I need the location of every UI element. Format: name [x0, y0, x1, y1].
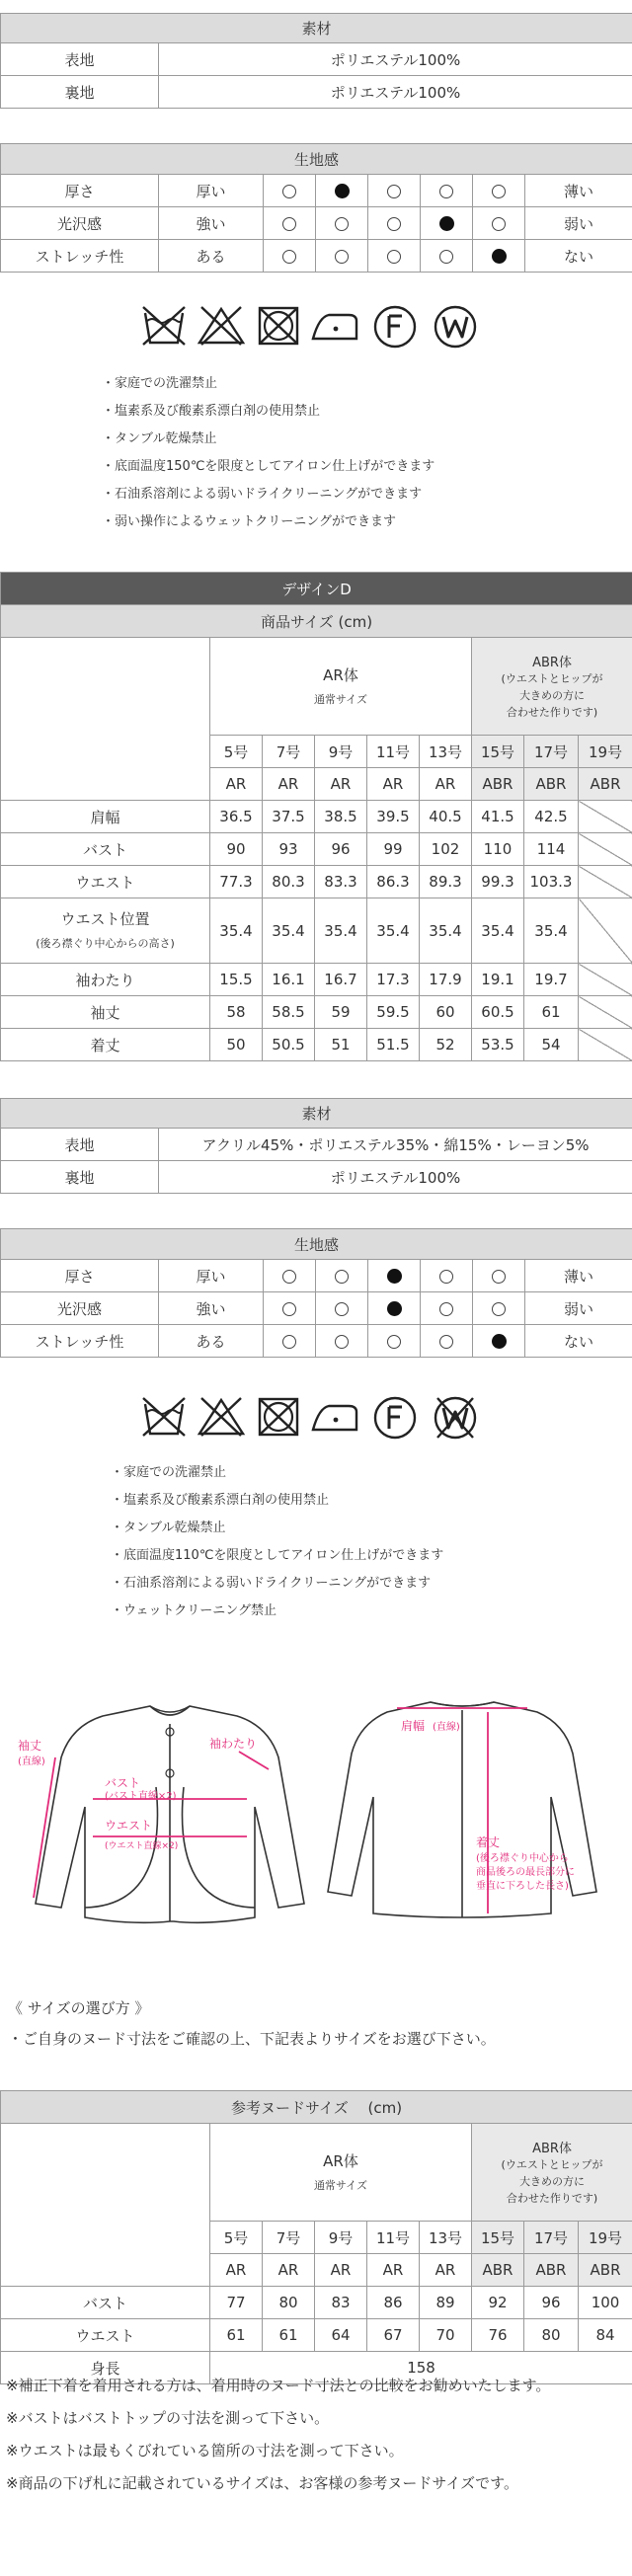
size-label: 11号 — [367, 736, 420, 768]
body-type-label: AR — [367, 2254, 420, 2287]
row-label — [1, 2319, 210, 2352]
row-label — [1, 898, 210, 964]
ar-group-header: AR体 通常サイズ — [210, 638, 472, 736]
empty-circle-icon — [439, 250, 453, 264]
rating-dot — [473, 175, 525, 207]
table-cell: 53.5 — [472, 1029, 524, 1061]
no-wet-clean-icon — [432, 1394, 479, 1442]
product-size-table — [0, 572, 632, 1061]
table-cell: 86 — [367, 2287, 420, 2319]
care-text-1 — [102, 370, 434, 536]
feel-left: 厚い — [159, 1260, 264, 1292]
no-machine-wash-icon — [141, 305, 187, 347]
feel-label: 厚さ — [1, 175, 159, 207]
table-cell: 80 — [263, 2287, 315, 2319]
care-text-line: ・タンブル乾燥禁止 — [102, 431, 217, 446]
rating-dot — [473, 1260, 525, 1292]
empty-circle-icon — [282, 1335, 296, 1349]
rating-dot — [421, 240, 473, 273]
nude-ar-header: AR体 通常サイズ — [210, 2124, 472, 2222]
feel-right: 薄い — [525, 1260, 632, 1292]
note-line: ※ウエストは最もくびれている箇所の寸法を測って下さい。 — [6, 2442, 404, 2459]
table-cell: 58 — [210, 996, 263, 1029]
rating-dot — [264, 1292, 316, 1325]
rating-dot-selected — [421, 207, 473, 240]
table-cell: 93 — [263, 833, 315, 866]
row-label-text: ウエスト位置 — [60, 910, 150, 929]
body-type-label: ABR — [472, 2254, 524, 2287]
table-cell: 96 — [315, 833, 367, 866]
body-type-label: AR — [210, 2254, 263, 2287]
label-sleeve-length-sub: (直線) — [18, 1756, 45, 1767]
nude-corner — [1, 2124, 210, 2287]
table-cell: 16.7 — [315, 964, 367, 996]
table-cell: 103.3 — [524, 866, 579, 898]
table-cell: 64 — [315, 2319, 367, 2352]
size-label: 17号 — [524, 2222, 579, 2254]
feel-table-2 — [0, 1228, 632, 1358]
table-cell: 19.1 — [472, 964, 524, 996]
empty-circle-icon — [492, 1270, 506, 1284]
table-cell: 54 — [524, 1029, 579, 1061]
no-machine-wash-icon — [141, 1396, 187, 1438]
feel-label: 光沢感 — [1, 207, 159, 240]
rating-dot — [421, 1260, 473, 1292]
size-label: 15号 — [472, 2222, 524, 2254]
notes — [6, 2370, 550, 2500]
row-label-text: ウエスト — [75, 2326, 135, 2345]
feel-title: 生地感 — [1, 1229, 632, 1260]
table-cell: 36.5 — [210, 801, 263, 833]
table-cell: 35.4 — [263, 898, 315, 964]
filled-circle-icon — [387, 1301, 402, 1316]
table-cell — [579, 801, 632, 833]
nude-table-title: 参考ヌードサイズ (cm) — [1, 2091, 632, 2124]
note-line: ※バストはバストトップの寸法を測って下さい。 — [6, 2409, 330, 2427]
size-label: 15号 — [472, 736, 524, 768]
material-label: 表地 — [1, 1129, 159, 1161]
care-text-line: ・底面温度110℃を限度としてアイロン仕上げができます — [111, 1548, 444, 1563]
empty-circle-icon — [492, 217, 506, 231]
label-sleeve-width: 袖わたり — [209, 1737, 258, 1751]
empty-circle-icon — [282, 217, 296, 231]
table-cell: 50.5 — [263, 1029, 315, 1061]
body-type-label: AR — [263, 2254, 315, 2287]
table-row — [1, 964, 632, 996]
table-cell: 50 — [210, 1029, 263, 1061]
table-cell — [579, 964, 632, 996]
feel-label: ストレッチ性 — [1, 1325, 159, 1358]
material-table-2 — [0, 1098, 632, 1194]
table-cell: 60 — [420, 996, 472, 1029]
care-text-line: ・底面温度150℃を限度としてアイロン仕上げができます — [102, 459, 435, 474]
abr-group-header: ABR体 (ウエストとヒップが 大きめの方に 合わせた作りです) — [472, 638, 632, 736]
rating-dot-selected — [473, 1325, 525, 1358]
row-label-text: 袖わたり — [75, 971, 135, 989]
size-label: 13号 — [420, 736, 472, 768]
label-sleeve-length: 袖丈 — [18, 1739, 42, 1753]
size-corner — [1, 638, 210, 801]
body-type-label: AR — [315, 2254, 367, 2287]
feel-left: ある — [159, 240, 264, 273]
size-label: 9号 — [315, 2222, 367, 2254]
care-text-line: ・弱い操作によるウェットクリーニングができます — [102, 514, 396, 529]
filled-circle-icon — [492, 249, 507, 264]
feel-right: ない — [525, 1325, 632, 1358]
nude-abr-header: ABR体 (ウエストとヒップが 大きめの方に 合わせた作りです) — [472, 2124, 632, 2222]
care-text-line: ・石油系溶剤による弱いドライクリーニングができます — [111, 1576, 432, 1591]
table-cell — [579, 866, 632, 898]
empty-circle-icon — [335, 1302, 349, 1316]
table-cell: 35.4 — [472, 898, 524, 964]
body-type-label: AR — [263, 768, 315, 801]
label-waist: ウエスト — [105, 1819, 153, 1833]
row-label-text: バスト — [82, 2294, 127, 2312]
empty-circle-icon — [335, 250, 349, 264]
size-guide-text: ・ご自身のヌード寸法をご確認の上、下記表よりサイズをお選び下さい。 — [8, 2030, 496, 2048]
design-title: デザインD — [1, 573, 632, 605]
row-label — [1, 833, 210, 866]
feel-right: ない — [525, 240, 632, 273]
label-waist-sub: (ウエスト直線×2) — [105, 1841, 179, 1851]
size-label: 11号 — [367, 2222, 420, 2254]
row-label-text: 袖丈 — [90, 1003, 120, 1022]
no-tumble-dry-icon — [257, 1396, 300, 1438]
table-cell: 86.3 — [367, 866, 420, 898]
table-cell — [579, 898, 632, 964]
empty-circle-icon — [387, 1335, 401, 1349]
rating-dot — [421, 1325, 473, 1358]
rating-dot — [368, 1325, 421, 1358]
size-label: 9号 — [315, 736, 367, 768]
size-label: 19号 — [579, 2222, 632, 2254]
table-cell: 35.4 — [524, 898, 579, 964]
filled-circle-icon — [439, 216, 454, 231]
table-cell: 52 — [420, 1029, 472, 1061]
rating-dot — [264, 175, 316, 207]
no-bleach-icon — [197, 1396, 246, 1438]
table-cell: 102 — [420, 833, 472, 866]
care-icons-2 — [141, 1390, 497, 1449]
table-row — [1, 1029, 632, 1061]
size-label: 5号 — [210, 736, 263, 768]
rating-dot — [316, 207, 368, 240]
feel-left: ある — [159, 1325, 264, 1358]
body-type-label: AR — [315, 768, 367, 801]
empty-circle-icon — [439, 185, 453, 198]
feel-right: 弱い — [525, 207, 632, 240]
feel-label: ストレッチ性 — [1, 240, 159, 273]
rating-dot — [421, 1292, 473, 1325]
no-bleach-icon — [197, 305, 246, 347]
table-cell: 60.5 — [472, 996, 524, 1029]
material-label: 裏地 — [1, 1161, 159, 1194]
row-label-text: バスト — [82, 840, 127, 859]
filled-circle-icon — [387, 1269, 402, 1284]
table-cell: 76 — [472, 2319, 524, 2352]
material-title: 素材 — [1, 1099, 632, 1129]
material-value: ポリエステル100% — [159, 43, 632, 76]
table-cell: 40.5 — [420, 801, 472, 833]
table-cell: 80 — [524, 2319, 579, 2352]
dry-clean-f-icon — [371, 303, 419, 351]
size-table-title: 商品サイズ (cm) — [1, 605, 632, 638]
filled-circle-icon — [492, 1334, 507, 1349]
table-row — [1, 898, 632, 964]
empty-circle-icon — [439, 1335, 453, 1349]
rating-dot — [316, 1260, 368, 1292]
table-cell: 80.3 — [263, 866, 315, 898]
row-label — [1, 1029, 210, 1061]
row-label — [1, 996, 210, 1029]
table-cell: 35.4 — [367, 898, 420, 964]
table-cell: 110 — [472, 833, 524, 866]
feel-label: 光沢感 — [1, 1292, 159, 1325]
table-cell: 42.5 — [524, 801, 579, 833]
table-cell: 35.4 — [420, 898, 472, 964]
rating-dot — [264, 207, 316, 240]
table-cell: 58.5 — [263, 996, 315, 1029]
nude-size-table — [0, 2090, 632, 2384]
table-cell — [579, 996, 632, 1029]
material-value: アクリル45%・ポリエステル35%・綿15%・レーヨン5% — [159, 1129, 632, 1161]
care-text-line: ・塩素系及び酸素系漂白剤の使用禁止 — [111, 1493, 330, 1508]
row-label-text: 着丈 — [90, 1036, 120, 1054]
care-text-line: ・石油系溶剤による弱いドライクリーニングができます — [102, 487, 423, 502]
rating-dot — [368, 240, 421, 273]
body-type-label: ABR — [579, 2254, 632, 2287]
empty-circle-icon — [282, 250, 296, 264]
table-cell: 35.4 — [315, 898, 367, 964]
no-tumble-dry-icon — [257, 305, 300, 347]
empty-circle-icon — [282, 1302, 296, 1316]
table-row — [1, 996, 632, 1029]
care-icons-1 — [141, 299, 497, 358]
label-bust: バスト — [105, 1776, 141, 1790]
note-line: ※補正下着を着用される方は、着用時のヌード寸法との比較をお勧めいたします。 — [6, 2377, 551, 2394]
rating-dot — [264, 1260, 316, 1292]
table-cell — [579, 833, 632, 866]
label-length-sub: 垂直に下ろした長さ) — [476, 1881, 569, 1892]
table-cell: 16.1 — [263, 964, 315, 996]
table-cell: 51 — [315, 1029, 367, 1061]
size-guide-title: 《 サイズの選び方 》 — [8, 1999, 150, 2017]
rating-dot — [316, 240, 368, 273]
feel-title: 生地感 — [1, 144, 632, 175]
measurement-diagram — [10, 1688, 622, 1945]
row-label — [1, 866, 210, 898]
feel-right: 弱い — [525, 1292, 632, 1325]
empty-circle-icon — [439, 1302, 453, 1316]
size-label: 7号 — [263, 736, 315, 768]
table-cell: 114 — [524, 833, 579, 866]
body-type-label: AR — [367, 768, 420, 801]
table-row — [1, 2319, 632, 2352]
table-cell: 19.7 — [524, 964, 579, 996]
size-label: 17号 — [524, 736, 579, 768]
height-label: 身長 — [1, 2352, 210, 2384]
rating-dot-selected — [473, 240, 525, 273]
size-label: 7号 — [263, 2222, 315, 2254]
table-cell: 77 — [210, 2287, 263, 2319]
rating-dot — [264, 240, 316, 273]
label-shoulder: 肩幅 — [401, 1719, 426, 1733]
material-title: 素材 — [1, 14, 632, 43]
iron-low-icon — [309, 309, 360, 343]
rating-dot-selected — [368, 1260, 421, 1292]
body-type-label: ABR — [472, 768, 524, 801]
empty-circle-icon — [439, 1270, 453, 1284]
feel-left: 強い — [159, 1292, 264, 1325]
care-text-line: ・塩素系及び酸素系漂白剤の使用禁止 — [102, 404, 321, 419]
table-cell: 77.3 — [210, 866, 263, 898]
table-cell: 96 — [524, 2287, 579, 2319]
rating-dot-selected — [316, 175, 368, 207]
table-row — [1, 2287, 632, 2319]
rating-dot — [421, 175, 473, 207]
body-type-label: AR — [210, 768, 263, 801]
table-cell: 70 — [420, 2319, 472, 2352]
rating-dot — [473, 207, 525, 240]
table-cell: 59.5 — [367, 996, 420, 1029]
dry-clean-f-icon — [371, 1394, 419, 1442]
body-type-label: ABR — [579, 768, 632, 801]
material-value: ポリエステル100% — [159, 76, 632, 109]
table-cell: 39.5 — [367, 801, 420, 833]
row-sublabel: (後ろ襟ぐり中心からの高さ) — [36, 937, 175, 951]
table-cell — [579, 1029, 632, 1061]
care-text-line: ・家庭での洗濯禁止 — [102, 376, 218, 391]
empty-circle-icon — [335, 1335, 349, 1349]
table-cell: 84 — [579, 2319, 632, 2352]
table-row — [1, 866, 632, 898]
table-cell: 41.5 — [472, 801, 524, 833]
table-cell: 61 — [524, 996, 579, 1029]
row-label — [1, 801, 210, 833]
size-label: 5号 — [210, 2222, 263, 2254]
size-label: 19号 — [579, 736, 632, 768]
table-cell: 99 — [367, 833, 420, 866]
label-length: 着丈 — [476, 1835, 501, 1849]
table-cell: 89.3 — [420, 866, 472, 898]
table-row — [1, 833, 632, 866]
empty-circle-icon — [387, 217, 401, 231]
feel-table-1 — [0, 143, 632, 273]
table-cell: 15.5 — [210, 964, 263, 996]
iron-low-icon — [309, 1400, 360, 1434]
care-text-line: ・家庭での洗濯禁止 — [111, 1465, 227, 1480]
table-cell: 100 — [579, 2287, 632, 2319]
table-cell: 37.5 — [263, 801, 315, 833]
feel-label: 厚さ — [1, 1260, 159, 1292]
table-cell: 61 — [263, 2319, 315, 2352]
rating-dot-selected — [368, 1292, 421, 1325]
table-cell: 67 — [367, 2319, 420, 2352]
empty-circle-icon — [282, 1270, 296, 1284]
feel-left: 厚い — [159, 175, 264, 207]
note-line: ※商品の下げ札に記載されているサイズは、お客様の参考ヌードサイズです。 — [6, 2474, 518, 2492]
material-table-1 — [0, 13, 632, 109]
rating-dot — [316, 1292, 368, 1325]
empty-circle-icon — [387, 185, 401, 198]
feel-right: 薄い — [525, 175, 632, 207]
front-jacket-outline — [36, 1706, 304, 1922]
body-type-label: ABR — [524, 768, 579, 801]
wet-clean-w-icon — [432, 303, 479, 351]
material-label: 裏地 — [1, 76, 159, 109]
body-type-label: AR — [420, 2254, 472, 2287]
empty-circle-icon — [335, 1270, 349, 1284]
rating-dot — [473, 1292, 525, 1325]
filled-circle-icon — [335, 184, 350, 198]
empty-circle-icon — [387, 250, 401, 264]
row-label-text: 肩幅 — [90, 808, 120, 826]
row-label-text: ウエスト — [75, 873, 135, 892]
height-value: 158 — [210, 2352, 632, 2384]
table-cell: 90 — [210, 833, 263, 866]
table-cell: 89 — [420, 2287, 472, 2319]
material-label: 表地 — [1, 43, 159, 76]
empty-circle-icon — [335, 217, 349, 231]
label-shoulder-sub: (直線) — [433, 1722, 460, 1733]
row-label — [1, 2287, 210, 2319]
table-cell: 17.9 — [420, 964, 472, 996]
label-bust-sub: (バスト直線×2) — [105, 1791, 177, 1802]
table-cell: 59 — [315, 996, 367, 1029]
empty-circle-icon — [282, 185, 296, 198]
care-text-line: ・ウェットクリーニング禁止 — [111, 1603, 276, 1618]
table-cell: 17.3 — [367, 964, 420, 996]
empty-circle-icon — [492, 185, 506, 198]
body-type-label: ABR — [524, 2254, 579, 2287]
body-type-label: AR — [420, 768, 472, 801]
empty-circle-icon — [492, 1302, 506, 1316]
rating-dot — [368, 207, 421, 240]
table-cell: 38.5 — [315, 801, 367, 833]
table-cell: 92 — [472, 2287, 524, 2319]
jacket-drawing — [10, 1688, 622, 1945]
table-cell: 83.3 — [315, 866, 367, 898]
rating-dot — [264, 1325, 316, 1358]
size-label: 13号 — [420, 2222, 472, 2254]
table-row — [1, 801, 632, 833]
measurement-lines — [34, 1708, 527, 1913]
table-cell: 61 — [210, 2319, 263, 2352]
care-text-2 — [111, 1459, 443, 1625]
row-label — [1, 964, 210, 996]
table-cell: 83 — [315, 2287, 367, 2319]
rating-dot — [368, 175, 421, 207]
feel-left: 強い — [159, 207, 264, 240]
material-value: ポリエステル100% — [159, 1161, 632, 1194]
table-cell: 99.3 — [472, 866, 524, 898]
rating-dot — [316, 1325, 368, 1358]
care-text-line: ・タンブル乾燥禁止 — [111, 1521, 226, 1535]
table-cell: 35.4 — [210, 898, 263, 964]
label-length-sub: (後ろ襟ぐり中心から — [476, 1853, 569, 1864]
table-cell: 51.5 — [367, 1029, 420, 1061]
label-length-sub: 商品後ろの最長部分に — [476, 1867, 575, 1878]
